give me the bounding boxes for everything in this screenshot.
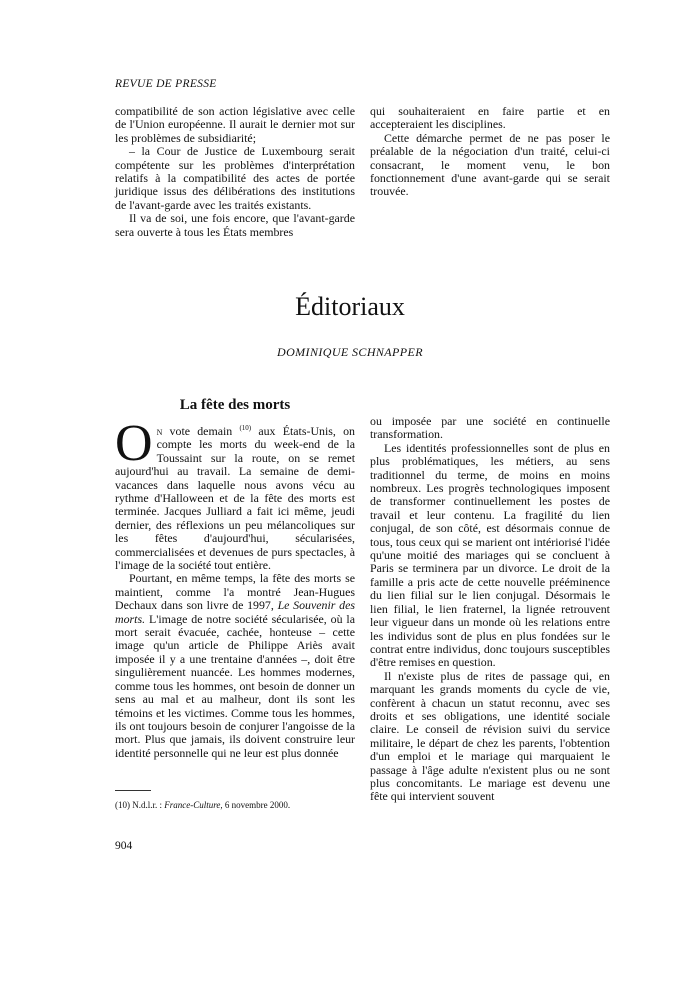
running-head: REVUE DE PRESSE (115, 78, 217, 90)
continued-text-right-column (370, 105, 610, 199)
footnote (115, 800, 355, 810)
author-name: DOMINIQUE SCHNAPPER (277, 345, 423, 359)
opening-paragraph (115, 415, 355, 573)
article-left-column (115, 415, 355, 760)
page-number: 904 (115, 840, 133, 852)
paragraph: qui souhaiteraient en faire partie et en accepteraient les disciplines. (370, 104, 610, 132)
opening-text-continued: aux États-Unis, on compte les morts du week-end de la Toussaint sur la route, on se remet aujourd'hui au travail. La semaine de demi-vacances dans laquelle nous avons vécu au rythme d'Halloween et de la fête des morts est terminée. Jacques Julliard a fait ici même, jeudi dernier, des réflexions un peu mélancoliques sur les fêtes d'aujourd'hui, sécularisées, commercialisées et devenues de purs spectacles, à l'image de la société tout entière. (115, 423, 355, 573)
article-title: La fête des morts (179, 397, 291, 413)
paragraph: Les identités professionnelles sont de plus en plus problématiques, les métiers, au sens traditionnel du terme, de moins en moins nombreux. Les progrès technologiques imposent de transformer continuellement les postes de travail et leur contenu. La fragilité du lien conjugal, de son côté, est désormais connue de tous, tous ceux qui se marient ont intériorisé l'idée qu'une moitié des mariages qui se concluent à Paris se terminera par un divorce. Le droit de la famille a pris acte de cette nouvelle prééminence du lien filial sur le lien conjugal. Désormais le lien filial, le lien fraternel, la lignée retrouvent leur vigueur dans un monde où les relations entre les individus sont de plus en plus fondées sur le contrat entre individus, donc toujours susceptibles d'être remises en question. (370, 440, 610, 670)
paragraph-text: L'image de notre société sécularisée, où la mort serait évacuée, cachée, honteuse – cette image qu'un article de Philippe Ariès avait imposée il y a une trentaine d'années –, doit être singulièrement nuancée. Les hommes modernes, comme tous les hommes, ont besoin de donner un sens au mal et au malheur, dont ils sont les témoins et les victimes. Comme tous les hommes, ils ont toujours besoin de conjurer l'angoisse de la mort. Plus que jamais, ils doivent construire leur identité personnelle qui ne leur est plus donnée (115, 611, 355, 760)
paragraph: Cette démarche permet de ne pas poser le préalable de la négociation d'un traité, celui-ci consacrant, le moment venu, le bon fonctionnement d'une avant-garde qui se serait trouvée. (370, 130, 610, 199)
section-title: Éditoriaux (295, 292, 405, 321)
paragraph: ou imposée par une société en continuelle transformation. (370, 414, 610, 442)
book-title: Le Souvenir des morts. (115, 598, 355, 626)
footnote-source: France-Culture, (164, 800, 223, 810)
article-right-column (370, 415, 610, 804)
opening-smallcap: n (156, 423, 163, 438)
paragraph: Il va de soi, une fois encore, que l'avant-garde sera ouverte à tous les États membres (115, 211, 355, 239)
paragraph: Il n'existe plus de rites de passage qui, en marquant les grands moments du cycle de vie, confèrent à chacun un statut reconnu, avec ses droits et ses obligations, une identité sociale claire. Le conseil de révision suivi du service militaire, le départ de chez les parents, l'obtention d'un emploi et le mariage qui marquaient le passage à l'âge adulte n'existent plus ou ne sont plus concomitants. Le mariage est devenu une fête qui intervient souvent (370, 668, 610, 804)
paragraph-text: Pourtant, en même temps, la fête des morts se maintient, comme l'a montré Jean-Hugues Dechaux dans son livre de 1997, (115, 571, 355, 613)
footnote-prefix: (10) N.d.l.r. : (115, 800, 165, 810)
continued-text-left-column (115, 105, 355, 239)
drop-cap: O (115, 415, 153, 472)
footnote-reference: (10) (239, 424, 252, 432)
footnote-divider (115, 790, 151, 791)
paragraph (115, 572, 355, 760)
paragraph: compatibilité de son action législative avec celle de l'Union européenne. Il aurait le dernier mot sur les problèmes de subsidiarité; (115, 104, 355, 145)
paragraph: – la Cour de Justice de Luxembourg serait compétente sur les problèmes d'interprétation relatifs à la compatibilité des actes de portée juridique issus des délibérations des institutions de l'avant-garde avec les traités existants. (115, 144, 355, 212)
opening-text: vote demain (162, 423, 240, 438)
footnote-date: 6 novembre 2000. (222, 800, 291, 810)
